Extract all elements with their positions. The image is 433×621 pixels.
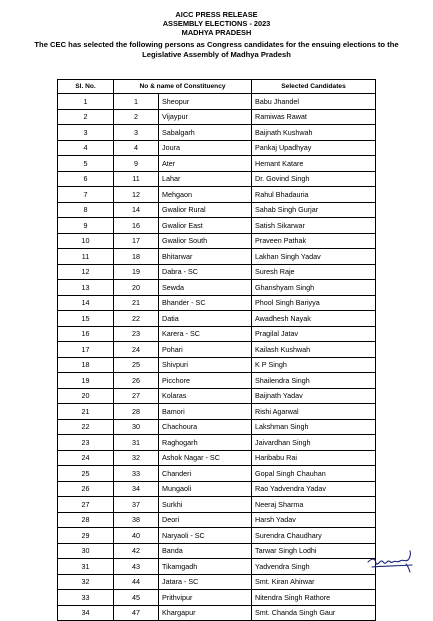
constituency-name-cell: Pohari bbox=[159, 342, 252, 358]
table-row bbox=[58, 373, 376, 389]
sl-no-cell: 32 bbox=[58, 574, 114, 590]
candidate-name-cell: Babu Jhandel bbox=[252, 94, 376, 110]
candidate-name-cell: Smt. Kiran Ahirwar bbox=[252, 574, 376, 590]
candidate-name-cell: Dr. Govind Singh bbox=[252, 171, 376, 187]
constituency-name-cell: Sheopur bbox=[159, 94, 252, 110]
constituency-number-cell: 2 bbox=[114, 109, 159, 125]
sl-no-cell: 33 bbox=[58, 590, 114, 606]
constituency-number-cell: 30 bbox=[114, 419, 159, 435]
constituency-name-cell: Karera - SC bbox=[159, 326, 252, 342]
constituency-name-cell: Chachoura bbox=[159, 419, 252, 435]
table-row bbox=[58, 94, 376, 110]
candidate-name-cell: Haribabu Rai bbox=[252, 450, 376, 466]
candidate-name-cell: K P Singh bbox=[252, 357, 376, 373]
table-row bbox=[58, 450, 376, 466]
candidate-name-cell: Gopal Singh Chauhan bbox=[252, 466, 376, 482]
table-row bbox=[58, 140, 376, 156]
constituency-name-cell: Surkhi bbox=[159, 497, 252, 513]
candidate-name-cell: Lakhan Singh Yadav bbox=[252, 249, 376, 265]
constituency-number-cell: 32 bbox=[114, 450, 159, 466]
sl-no-cell: 27 bbox=[58, 497, 114, 513]
constituency-number-cell: 11 bbox=[114, 171, 159, 187]
constituency-name-cell: Raghogarh bbox=[159, 435, 252, 451]
table-header-row bbox=[58, 80, 376, 94]
constituency-name-cell: Tikamgadh bbox=[159, 559, 252, 575]
constituency-name-cell: Bhander - SC bbox=[159, 295, 252, 311]
sl-no-cell: 12 bbox=[58, 264, 114, 280]
constituency-number-cell: 37 bbox=[114, 497, 159, 513]
sl-no-cell: 19 bbox=[58, 373, 114, 389]
constituency-number-cell: 20 bbox=[114, 280, 159, 296]
constituency-name-cell: Khargapur bbox=[159, 605, 252, 621]
candidate-table bbox=[57, 79, 376, 621]
sl-no-cell: 16 bbox=[58, 326, 114, 342]
table-row bbox=[58, 543, 376, 559]
table-row bbox=[58, 218, 376, 234]
constituency-number-cell: 43 bbox=[114, 559, 159, 575]
table-row bbox=[58, 388, 376, 404]
sl-no-cell: 14 bbox=[58, 295, 114, 311]
constituency-number-cell: 44 bbox=[114, 574, 159, 590]
table-row bbox=[58, 435, 376, 451]
table-row bbox=[58, 233, 376, 249]
constituency-name-cell: Deori bbox=[159, 512, 252, 528]
constituency-number-cell: 22 bbox=[114, 311, 159, 327]
table-row bbox=[58, 481, 376, 497]
constituency-name-cell: Gwalior South bbox=[159, 233, 252, 249]
candidate-name-cell: Rao Yadvendra Yadav bbox=[252, 481, 376, 497]
constituency-number-cell: 26 bbox=[114, 373, 159, 389]
constituency-number-cell: 27 bbox=[114, 388, 159, 404]
constituency-name-cell: Gwalior Rural bbox=[159, 202, 252, 218]
constituency-name-cell: Sewda bbox=[159, 280, 252, 296]
constituency-number-cell: 3 bbox=[114, 125, 159, 141]
sl-no-cell: 6 bbox=[58, 171, 114, 187]
constituency-name-cell: Mehgaon bbox=[159, 187, 252, 203]
constituency-number-cell: 21 bbox=[114, 295, 159, 311]
constituency-number-cell: 17 bbox=[114, 233, 159, 249]
constituency-number-cell: 1 bbox=[114, 94, 159, 110]
table-row bbox=[58, 125, 376, 141]
constituency-number-cell: 47 bbox=[114, 605, 159, 621]
sl-no-cell: 15 bbox=[58, 311, 114, 327]
candidate-name-cell: Rahul Bhadauria bbox=[252, 187, 376, 203]
sl-no-cell: 29 bbox=[58, 528, 114, 544]
table-row bbox=[58, 590, 376, 606]
table-row bbox=[58, 249, 376, 265]
constituency-number-cell: 24 bbox=[114, 342, 159, 358]
candidate-name-cell: Kailash Kushwah bbox=[252, 342, 376, 358]
sl-no-cell: 3 bbox=[58, 125, 114, 141]
sl-no-cell: 31 bbox=[58, 559, 114, 575]
table-row bbox=[58, 512, 376, 528]
constituency-number-cell: 14 bbox=[114, 202, 159, 218]
table-row bbox=[58, 357, 376, 373]
sl-no-cell: 2 bbox=[58, 109, 114, 125]
table-row bbox=[58, 419, 376, 435]
constituency-number-cell: 4 bbox=[114, 140, 159, 156]
table-row bbox=[58, 187, 376, 203]
sl-no-cell: 17 bbox=[58, 342, 114, 358]
constituency-name-cell: Dabra - SC bbox=[159, 264, 252, 280]
sl-no-cell: 28 bbox=[58, 512, 114, 528]
release-heading: AICC PRESS RELEASE bbox=[175, 10, 258, 19]
constituency-number-cell: 25 bbox=[114, 357, 159, 373]
table-row bbox=[58, 559, 376, 575]
sl-no-cell: 26 bbox=[58, 481, 114, 497]
table-row bbox=[58, 109, 376, 125]
candidate-name-cell: Awadhesh Nayak bbox=[252, 311, 376, 327]
table-row bbox=[58, 280, 376, 296]
table-row bbox=[58, 497, 376, 513]
constituency-name-cell: Vijaypur bbox=[159, 109, 252, 125]
candidate-name-cell: Phool Singh Bariyya bbox=[252, 295, 376, 311]
table-row bbox=[58, 264, 376, 280]
table-row bbox=[58, 528, 376, 544]
sl-no-cell: 8 bbox=[58, 202, 114, 218]
constituency-name-cell: Naryaoli - SC bbox=[159, 528, 252, 544]
constituency-name-cell: Prithvipur bbox=[159, 590, 252, 606]
constituency-name-cell: Picchore bbox=[159, 373, 252, 389]
candidate-name-cell: Tarwar Singh Lodhi bbox=[252, 543, 376, 559]
intro-paragraph: The CEC has selected the following persons as Congress candidates for the ensuing elections to the Legislative Assembly of Madhya Pradesh bbox=[34, 40, 399, 59]
table-row bbox=[58, 605, 376, 621]
candidate-name-cell: Praveen Pathak bbox=[252, 233, 376, 249]
constituency-name-cell: Gwalior East bbox=[159, 218, 252, 234]
candidate-name-cell: Suresh Raje bbox=[252, 264, 376, 280]
candidate-name-cell: Pankaj Upadhyay bbox=[252, 140, 376, 156]
sl-no-cell: 11 bbox=[58, 249, 114, 265]
constituency-name-cell: Datia bbox=[159, 311, 252, 327]
candidate-name-cell: Hemant Katare bbox=[252, 156, 376, 172]
constituency-name-cell: Chanderi bbox=[159, 466, 252, 482]
candidate-name-cell: Smt. Chanda Singh Gaur bbox=[252, 605, 376, 621]
table-row bbox=[58, 574, 376, 590]
constituency-name-cell: Bamori bbox=[159, 404, 252, 420]
constituency-number-cell: 9 bbox=[114, 156, 159, 172]
sl-no-cell: 24 bbox=[58, 450, 114, 466]
table-row bbox=[58, 202, 376, 218]
sl-no-cell: 10 bbox=[58, 233, 114, 249]
constituency-number-cell: 16 bbox=[114, 218, 159, 234]
candidate-name-cell: Lakshman Singh bbox=[252, 419, 376, 435]
candidate-name-cell: Harsh Yadav bbox=[252, 512, 376, 528]
sl-no-cell: 13 bbox=[58, 280, 114, 296]
sl-no-cell: 21 bbox=[58, 404, 114, 420]
table-row bbox=[58, 295, 376, 311]
candidate-name-cell: Neeraj Sharma bbox=[252, 497, 376, 513]
candidate-name-cell: Jaivardhan Singh bbox=[252, 435, 376, 451]
header-candidates: Selected Candidates bbox=[252, 80, 376, 94]
candidate-name-cell: Surendra Chaudhary bbox=[252, 528, 376, 544]
sl-no-cell: 23 bbox=[58, 435, 114, 451]
constituency-name-cell: Bhitarwar bbox=[159, 249, 252, 265]
sl-no-cell: 30 bbox=[58, 543, 114, 559]
candidate-name-cell: Rishi Agarwal bbox=[252, 404, 376, 420]
sl-no-cell: 25 bbox=[58, 466, 114, 482]
constituency-number-cell: 42 bbox=[114, 543, 159, 559]
constituency-name-cell: Ashok Nagar - SC bbox=[159, 450, 252, 466]
constituency-number-cell: 23 bbox=[114, 326, 159, 342]
constituency-name-cell: Jatara - SC bbox=[159, 574, 252, 590]
constituency-number-cell: 18 bbox=[114, 249, 159, 265]
constituency-number-cell: 33 bbox=[114, 466, 159, 482]
table-row bbox=[58, 466, 376, 482]
sl-no-cell: 34 bbox=[58, 605, 114, 621]
constituency-number-cell: 40 bbox=[114, 528, 159, 544]
handwritten-signature bbox=[366, 548, 416, 574]
candidate-name-cell: Ghanshyam Singh bbox=[252, 280, 376, 296]
election-heading: ASSEMBLY ELECTIONS - 2023 bbox=[162, 19, 271, 28]
constituency-number-cell: 12 bbox=[114, 187, 159, 203]
candidate-name-cell: Nitendra Singh Rathore bbox=[252, 590, 376, 606]
constituency-name-cell: Joura bbox=[159, 140, 252, 156]
candidate-name-cell: Satish Sikarwar bbox=[252, 218, 376, 234]
constituency-number-cell: 28 bbox=[114, 404, 159, 420]
constituency-name-cell: Mungaoli bbox=[159, 481, 252, 497]
sl-no-cell: 18 bbox=[58, 357, 114, 373]
table-row bbox=[58, 404, 376, 420]
constituency-name-cell: Sabalgarh bbox=[159, 125, 252, 141]
constituency-name-cell: Ater bbox=[159, 156, 252, 172]
constituency-number-cell: 34 bbox=[114, 481, 159, 497]
constituency-name-cell: Shivpuri bbox=[159, 357, 252, 373]
constituency-name-cell: Kolaras bbox=[159, 388, 252, 404]
constituency-number-cell: 31 bbox=[114, 435, 159, 451]
constituency-name-cell: Banda bbox=[159, 543, 252, 559]
sl-no-cell: 4 bbox=[58, 140, 114, 156]
sl-no-cell: 20 bbox=[58, 388, 114, 404]
header-constituency: No & name of Constituency bbox=[114, 80, 252, 94]
table-row bbox=[58, 326, 376, 342]
candidate-name-cell: Yadvendra Singh bbox=[252, 559, 376, 575]
sl-no-cell: 9 bbox=[58, 218, 114, 234]
table-row bbox=[58, 342, 376, 358]
sl-no-cell: 7 bbox=[58, 187, 114, 203]
constituency-number-cell: 45 bbox=[114, 590, 159, 606]
constituency-number-cell: 38 bbox=[114, 512, 159, 528]
candidate-name-cell: Baijnath Kushwah bbox=[252, 125, 376, 141]
constituency-name-cell: Lahar bbox=[159, 171, 252, 187]
candidate-name-cell: Pragilal Jatav bbox=[252, 326, 376, 342]
candidate-name-cell: Shailendra Singh bbox=[252, 373, 376, 389]
state-heading: MADHYA PRADESH bbox=[181, 28, 252, 37]
candidate-name-cell: Sahab Singh Gurjar bbox=[252, 202, 376, 218]
candidate-name-cell: Ramiwas Rawat bbox=[252, 109, 376, 125]
sl-no-cell: 5 bbox=[58, 156, 114, 172]
table-row bbox=[58, 171, 376, 187]
candidate-name-cell: Baijnath Yadav bbox=[252, 388, 376, 404]
sl-no-cell: 1 bbox=[58, 94, 114, 110]
constituency-number-cell: 19 bbox=[114, 264, 159, 280]
header-sl-no: Sl. No. bbox=[58, 80, 114, 94]
table-row bbox=[58, 311, 376, 327]
table-body bbox=[58, 94, 376, 621]
sl-no-cell: 22 bbox=[58, 419, 114, 435]
table-row bbox=[58, 156, 376, 172]
